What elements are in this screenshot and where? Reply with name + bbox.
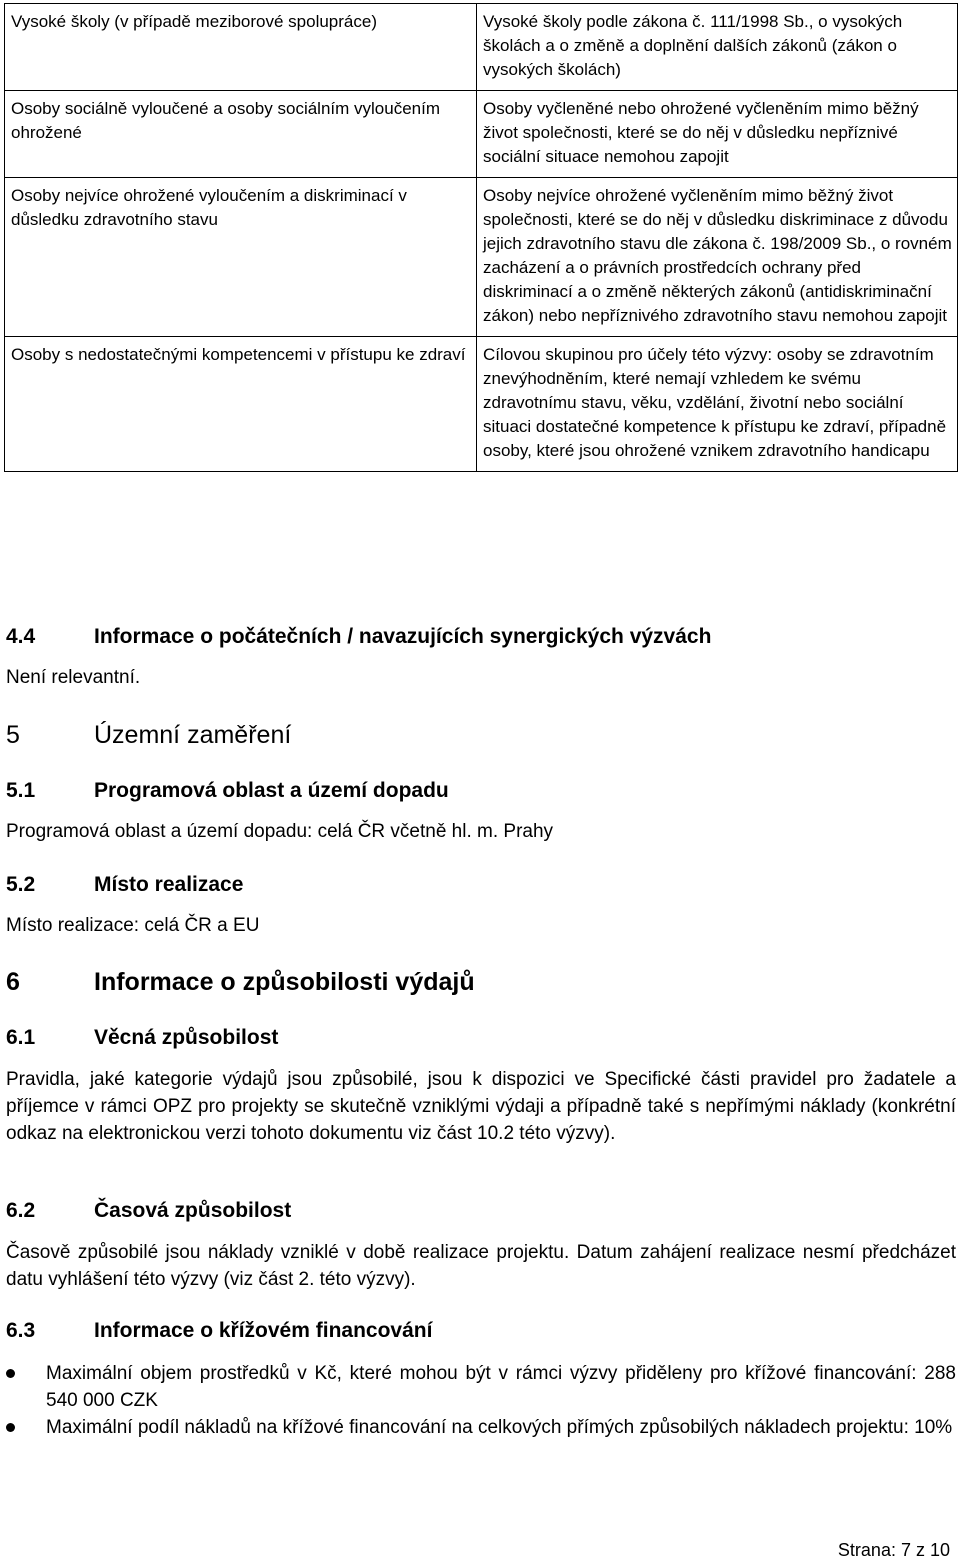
table-cell-group: [5, 4, 477, 91]
heading-6-1: [6, 1025, 278, 1051]
list-item: [6, 1360, 956, 1414]
heading-title: Územní zaměření: [94, 721, 292, 749]
table-cell-definition: [477, 91, 958, 178]
heading-title: Informace o křížovém financování: [94, 1319, 433, 1342]
page-number: Strana: 7 z 10: [837, 1540, 950, 1560]
cell-text: Cílovou skupinou pro účely této výzvy: osoby se zdravotním znevýhodněním, které nemají vzhledem ke svému zdravotnímu stavu, věku, vzdělání, životní nebo sociální situaci dostatečné kompetence k přístupu ke zdraví, případně osoby, které jsou ohrožené vznikem zdravotního handicapu: [483, 345, 947, 460]
paragraph-5-2: Místo realizace: celá ČR a EU: [6, 915, 260, 936]
bullet-icon: [6, 1423, 15, 1432]
list-item-text: Maximální podíl nákladů na křížové financování na celkových přímých způsobilých nákladech projektu: 10%: [46, 1417, 953, 1438]
cell-text: Osoby vyčleněné nebo ohrožené vyčleněním mimo běžný život společnosti, které se do něj v důsledku nepříznivé sociální situace nemohou zapojit: [483, 99, 919, 166]
heading-title: Informace o počátečních / navazujících synergických výzvách: [94, 625, 712, 648]
cell-text: Vysoké školy (v případě meziborové spolupráce): [11, 12, 377, 31]
heading-5: [6, 720, 291, 750]
cell-text: Osoby nejvíce ohrožené vyčleněním mimo běžný život společnosti, které se do něj v důsledku diskriminace z důvodu jejich zdravotního stavu dle zákona č. 198/2009 Sb., o rovném zacházení a o právních prostředcích ochrany před diskriminací a o změně některých zákonů (antidiskriminační zákon) nebo nepříznivého zdravotního stavu nemohou zapojit: [483, 186, 952, 325]
heading-5-2: [6, 872, 243, 898]
table-row: [5, 91, 958, 178]
table-cell-group: [5, 337, 477, 472]
heading-6-3: [6, 1318, 432, 1344]
table-cell-definition: [477, 4, 958, 91]
table-row: [5, 178, 958, 337]
table-row: [5, 337, 958, 472]
table-cell-definition: [477, 337, 958, 472]
paragraph-6-2: Časově způsobilé jsou náklady vzniklé v době realizace projektu. Datum zahájení realizace nesmí předcházet datu vyhlášení této výzvy (viz část 2. této výzvy).: [6, 1242, 956, 1290]
heading-number: 6: [6, 968, 20, 996]
table-cell-group: [5, 178, 477, 337]
heading-number: 5: [6, 721, 20, 749]
paragraph-4-4: Není relevantní.: [6, 667, 141, 688]
target-groups-table: [4, 3, 958, 472]
heading-title: Místo realizace: [94, 873, 244, 896]
bullet-icon: [6, 1369, 15, 1378]
cell-text: Osoby s nedostatečnými kompetencemi v přístupu ke zdraví: [11, 345, 466, 364]
heading-number: 4.4: [6, 625, 36, 648]
list-item-text: Maximální objem prostředků v Kč, které mohou být v rámci výzvy přiděleny pro křížové financování: 288 540 000 CZK: [46, 1363, 956, 1411]
heading-title: Informace o způsobilosti výdajů: [94, 968, 475, 996]
cell-text: Osoby sociálně vyloučené a osoby sociálním vyloučením ohrožené: [11, 99, 440, 142]
paragraph-5-1: Programová oblast a území dopadu: celá ČR včetně hl. m. Prahy: [6, 821, 554, 842]
cell-text: Vysoké školy podle zákona č. 111/1998 Sb., o vysokých školách a o změně a doplnění dalších zákonů (zákon o vysokých školách): [483, 12, 903, 79]
heading-number: 6.2: [6, 1199, 36, 1222]
heading-6: [6, 967, 475, 997]
heading-title: Programová oblast a území dopadu: [94, 779, 449, 802]
heading-title: Časová způsobilost: [94, 1199, 292, 1222]
heading-number: 6.1: [6, 1026, 36, 1049]
heading-4-4: [6, 624, 711, 650]
heading-title: Věcná způsobilost: [94, 1026, 279, 1049]
cell-text: Osoby nejvíce ohrožené vyloučením a diskriminací v důsledku zdravotního stavu: [11, 186, 407, 229]
table-row: [5, 4, 958, 91]
list-item: [6, 1414, 956, 1441]
heading-number: 6.3: [6, 1319, 36, 1342]
paragraph-6-1: Pravidla, jaké kategorie výdajů jsou způsobilé, jsou k dispozici ve Specifické části pravidel pro žadatele a příjemce v rámci OPZ pro projekty se skutečně vzniklými výdaji a případně také s nepřímými náklady (konkrétní odkaz na elektronickou verzi tohoto dokumentu viz část 10.2 této výzvy).: [6, 1069, 956, 1144]
table-cell-definition: [477, 178, 958, 337]
table-cell-group: [5, 91, 477, 178]
heading-6-2: [6, 1198, 291, 1224]
heading-number: 5.1: [6, 779, 36, 802]
cross-financing-list: [6, 1360, 956, 1441]
heading-number: 5.2: [6, 873, 36, 896]
heading-5-1: [6, 778, 449, 804]
